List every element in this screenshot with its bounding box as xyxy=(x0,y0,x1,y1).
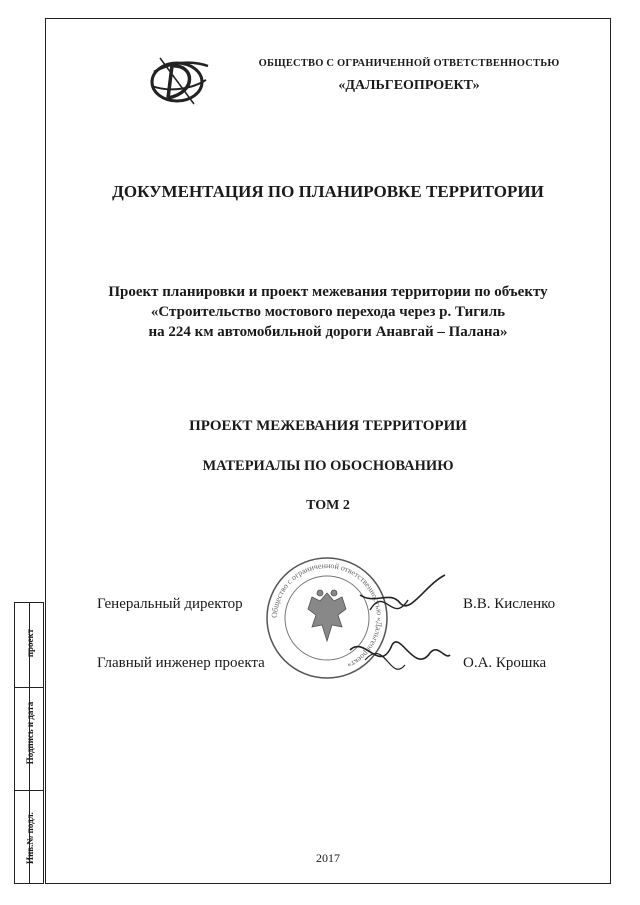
section-title: ПРОЕКТ МЕЖЕВАНИЯ ТЕРРИТОРИИ xyxy=(189,418,467,434)
project-line-3: на 224 км автомобильной дороги Анавгай – Палана» xyxy=(148,324,508,340)
signatory-name-2: О.А. Крошка xyxy=(463,655,547,671)
document-title: ДОКУМЕНТАЦИЯ ПО ПЛАНИРОВКЕ ТЕРРИТОРИИ xyxy=(112,182,544,201)
company-logo-icon xyxy=(146,52,212,106)
signatory-role-2: Главный инженер проекта xyxy=(97,655,265,671)
signatory-name-1: В.В. Кисленко xyxy=(463,596,556,612)
subsection-title: МАТЕРИАЛЫ ПО ОБОСНОВАНИЮ xyxy=(202,458,454,474)
project-line-1: Проект планировки и проект межевания территории по объекту xyxy=(108,284,548,300)
signatures-icon xyxy=(330,565,460,695)
side-stamp-inventory: Инв.№ подл. xyxy=(25,812,35,864)
side-stamp-line-2 xyxy=(15,790,43,791)
document-year: 2017 xyxy=(316,851,340,865)
project-description xyxy=(45,282,611,342)
company-name: «ДАЛЬГЕОПРОЕКТ» xyxy=(338,78,480,93)
side-stamp-signature: Подпись и дата xyxy=(25,701,35,765)
company-type: ОБЩЕСТВО С ОГРАНИЧЕННОЙ ОТВЕТСТВЕННОСТЬЮ xyxy=(258,58,560,69)
signatory-role-1: Генеральный директор xyxy=(97,596,243,612)
page-frame xyxy=(45,18,611,884)
project-line-2: «Строительство мостового перехода через р. Тигиль xyxy=(150,304,506,320)
side-stamp-project: проект xyxy=(25,628,35,658)
svg-text:Общество с ограниченной ответс: Общество с ограниченной ответственностью «Дальгеопроект» xyxy=(269,560,385,671)
side-approval-stamp xyxy=(14,602,44,884)
volume-label: ТОМ 2 xyxy=(306,498,350,513)
company-block xyxy=(225,58,593,94)
side-stamp-line-1 xyxy=(15,687,43,688)
